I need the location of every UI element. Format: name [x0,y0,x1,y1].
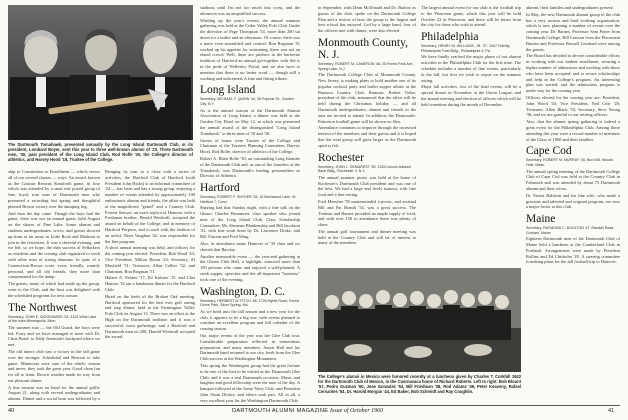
paragraph: As we head into the fall season and a new year for the club, it appears to be a big one, with events planned to continue an excellent program and full calendar of the coming season. [200,308,300,332]
secretary-line: Secretary, ROBERT M. CAMERON '48, 25 Forest Park Ave., Spring Lake, N.J. [318,61,415,71]
magazine-title: DARTMOUTH ALUMNI MAGAZINE [232,408,329,414]
paragraph: The Board has decided to devote considerable efforts in working with our student enrollment, securing a higher number of admissions and working with those who have been accepted, and to secure scholarships and help in the College's program. An interesting plan was started, and the admissions program is under way for the coming year. [526,53,620,94]
tomahawk-photo-caption: The Dartmouth Tomahawk, presented annually by the Long Island Dartmouth Club, or its president, Lombard Boyer, sent this year to three well-known alumni of '23. Three Dartmouth men, '30, past president of the Long Island Club, Rod Rolfe '30, the College's director of athletics, and Harvey Hood '18, Trustee of the College. [8,142,193,163]
paragraph: Bringing its year to a close with a series of activities, the Hartford Club of Hartford (with President John Hicks) is an informal committee of '24 — has been and has a strong group, enjoying a number of events attended by approximately 100 enthusiastic alumni and friends, the affair was held at the magnificent "grand" and a Country Club. Forrest Sawyer, an exact replica of Hanover with a Freshman brother, Harold Weshvall, accepted the award on behalf of the College, and in memory of Hartford Purpose, and to melt with the fashion of an awful, Newt Vaughan '42, was responsible for the fine program. [105,169,195,244]
section-heading-monmouth: Monmouth County, N. J. [318,36,408,61]
section-heading-long-island: Long Island [200,84,256,97]
secretary-line: Secretary, JOHN L. DEMAREST '55, 1325 Lincoln Alliance Bank Bldg., Rochester 4, N.Y. [318,164,412,174]
secretary-line: Secretary, RAYMOND C. BOULTON '47, Randall Road, Gorham, Maine [526,226,615,235]
paragraph: The Dartmouth College Club of Monmouth County, New Jersey, is making plans to hold another one of its popular cocktail party and buffet supper affairs at the Rumson Country Club, Rumson. Robert Oelze, president of the club, announced that the affair will be held during the Christmas holiday — and all Dartmouth undergraduates, alumni and friends in the area are invited to attend. In addition, the Dartmouth-Princeton football game will be shown on film. [318,72,416,124]
paragraph: Also, that the alumni spring gathering is indeed a great event for the Philadelphia Club. Among those attending this year were a record number of members of the Class of 1960 and their families. [526,119,620,142]
paragraph: A fine turnout was on hand for the annual golfer August 21, along with several undergraduates and alumni. Dinner and a social hour was followed by a [8,384,100,402]
paragraph: in September, with Dean McDonald and Dr. Barlow as guests of the club, spoke on the Dartmouth College Plan and a review of how the group is the largest and best school has enjoyed. Led by a large band, four of the officers met with dinner, were also elected. [318,5,416,34]
right-column-1 [318,5,416,263]
paragraph: The annual golf tournament and dinner meeting was held at the Country Club and will be of interest to many of the members. [318,228,416,246]
secretary-line: Secretary, HENRY W. WILLIAMS, JR. '37, 1947 Fidelity-Philadelphia Trust Bldg., Philadelphia 9, Pa. [421,44,511,53]
paragraph: Also, in attendance many Hanover of '39 class and we cherish that Barclay. [200,241,300,252]
mexico-photo-caption: The College's alumni in Mexico were honored recently at a luncheon given by Charles T. Corkhill 1942 for the Dartmouth Club of Mexico, in the Cuernavaca home of Richard Roberts. Left to right: Bob Blount '57, Pedro Guzman '60, Jose Gonzalez '53, Bill Friedman '38, Rod Adams '49, Peter Keaveny, Rafael Cervantes '54, Dr. Harold Morgan '44, Ed Baker, Bob Schmidt and Ray Coughlin. [318,374,521,395]
paragraph: Winding up the year's events, the annual summer gathering was held at the Cedar Valley Polo Club. Under the direction of Page Thompson '54, more than 200 sat down for a buffet and an afternoon. Of course, there was a more even assembled and cooked. Ron Brigman '51 worked up his appetite for swimming, there was not an elated crowd. Well, there are pitchers in the barbecue tradition of Hartford an annual get-together with Sid is in the pride of Wellesley Portal, and we also have to mention that there is no better word — though still a working and unlicensed. A fine and fitting tribute. [200,17,300,81]
paragraph: We have finally reached the major phase of our alumni activities in the Philadelphia Club for the first time. The schedule includes a number of fine events, particularly in the fall, but first we wish to report on the summer outing. [421,54,521,83]
paragraph: The summer was — the Old Guard, the boys were led, Forty and we have managed to meet with Dr. Chris Baird; to Eddy Jeremiah's backyard where we met. [8,324,100,348]
section-heading-northwest: The Northwest [8,301,77,314]
paragraph: Shaving had that Sunday night, with a fine talk on the Gleam. Charles Beaumont, class speaker who joined nine of the Long Island Club. Class Scholarship Committee, Mr. Sherman Blankenship and Bill Jacobson '41, with fine work done by Dr. Lawrence Drake, and Bill Vincent and Fred Wing. [200,205,300,240]
right-column-3 [526,5,620,403]
paragraph: Our major events of the year was the Glee Club tour. Considerable preparation reflected in tremendous preparation, and many members. Anton Hall and his Dartmouth band returned to our city, fresh from the Glee Club success at the Washington Monument. [200,333,300,362]
paragraph: stadium, until I'm not too much into cross, and the afternoon was an unqualified success. [200,5,300,16]
paragraph: A short annual meeting was held, and officers for the coming year elected: President, Bob Wood '43; Vice President, Milton Rosen '24; Secretary, Al Maxfield '51; Treasurer, Allan Collier '52; and Chairman, Ron Brigman '51. [105,245,195,274]
paragraph: Another memorable event — the year-end gathering at the Gleam Club Hall, a highlight, attracted more than 100 persons who came and enjoyed a well-planned. A steak supper, speeches and the all-important "business" took care of the evening. [200,253,300,282]
right-page-number: 41 [608,408,615,414]
paragraph: alumni, their families and undergraduates present. [526,5,614,10]
left-column-1 [8,169,100,403]
section-heading-philadelphia: Philadelphia [421,31,479,44]
paragraph: Officers elected for the coming year are: President, John Wood '43; Vice President, Ned Cole '28; Treasurer, Allen Black '55; Secretary, Stew Young '36; and we are grateful to our retiring officers. [526,94,620,118]
paragraph: Eighteen Dartmouth men of the Dartmouth Club of Maine held a luncheon at the Cumberland Club in Portland. Arrangements were made by President Rollins and Ed Chisholm '28. A steering committee is making plans for the fall football trip to Hanover. [526,236,620,265]
secretary-line: Secretary, JOHN E. WOODWARD '33, 4124 West Lake of the Isles Minneapolis, Minn. [8,314,97,324]
paragraph: This spring the Washington group had the great fortune to be one of the first to be visited as the Dartmouth Glee Club, and it was a real Dartmouth occasion. Music and laughter and good fellowship were the note of the day. A banquet followed at the Army-Navy Club, and President John Sloan Dickey, and others took part. All in all, a very excellent year for the Washington Dartmouth Club. [200,363,300,403]
paragraph: The annual summer picnic was held at the home of Rochester's Dartmouth Club president and was one of the best. We had a large and lively turnout, with fine food and a fine setting. [318,174,416,198]
tomahawk-award-photo [8,5,193,140]
paragraph: Hired on the heels of the Broken Oak meeting, Hartford sponsored for the best ever golf outing and stag dinner, held at the Farmington Valley Polo Club on August 13. There was an effort at the High on the Dartmouth tradition and it was a successful, most gatherings, and a Hartford and Dartmouth men on 200, Harold Weshvall accepted the award. [105,293,195,340]
left-column-2 [105,169,195,403]
paragraph: Major fall activities, two of the final events, will be a special dinner in November at the Union League, and the annual meeting and election of officers which will be held sometime during the month of December. [421,84,521,107]
section-heading-washington: Washington, D. C. [200,285,286,298]
section-heading-rochester: Rochester [318,151,364,164]
secretary-line: Secretary, ROBERT M. MURRAY '35, Box 645, Woods Hole, Mass. [526,158,614,167]
paragraph: In May, the new Dartmouth alumni group of the club has a very serious and hard working organization, which is now planning a number of events over the coming year. Dr. Barnes, Professor Sam Potter from Dartmouth College, Bill Lawson from the Placement Bureau and Professor Russell Lombard were among the guests. [526,11,620,52]
paragraph: The largest annual event for our club is the football trip to the Princeton game, which this year will be held October 22 in Princeton, and there will be buses from the city for those who wish to attend. [421,5,521,28]
paragraph: Hubert A. Palmer '17, Ed Kirkner '15, and Chet Hanson '32 ran a handsome dinner for the Hartford Club. [105,275,195,292]
paragraph: Attendance continues to improve through the increased interest of the members and their guests and it is hoped that the total group will grow larger as the Dartmouth spirit is felt. [318,125,416,148]
section-heading-cape-cod: Cape Cod [526,145,572,158]
section-heading-hartford: Hartford [200,182,240,195]
paragraph: Fred Mencher '50 masterminded a picnic, and assisted Bill and Pat Brandt '54, was a great success. The Trudeau and Barnes provided an ample supply of food, and with over 150 in attendance there was plenty of cheer. [318,198,416,228]
footer-rule [8,405,620,406]
paragraph: Robert A. Rhett Rolfe '30, an outstanding Long Islander of the Dartmouth Club and, as one of the founders of the Tomahawk, was Dartmouth's leading personalities as Director of Athletics. [200,155,300,179]
issue-date: Issue of October 1960 [330,408,384,414]
paragraph: The annual spring meeting of the Dartmouth College Club of Cape Cod was held at the Country Club in Falmouth and was attended by about 75 Dartmouth alumni and their wives. [526,168,620,191]
mexico-luncheon-photo [318,268,521,372]
left-page-number: 40 [8,408,15,414]
paragraph: Dr. Ernest Baldwin and his fine wife, who made a gracious and talented and original program, are now a major factor at this club. [526,192,620,210]
paragraph: The guests, many of which had made up the group, went to the Club, and the host was delighted with the scheduled programs for next season. [8,281,100,298]
left-column-3 [200,5,300,403]
secretary-line: Secretary, HERBERT W. FITCH '48, 1726 Myrtle Road, Forest Grove Park, Silver Spring, Md. [200,298,300,308]
secretary-line: Secretary, ROBERT F. SNYDER '28, 16 Birchwood Lane, W. Hartford 7, Conn. [200,195,297,204]
paragraph: As is the annual custom of the Dartmouth Alumni Association of Long Island, a dinner was held at the Garden City Hotel on May 12, at which was presented the annual award of the distinguished "Long Island Tomahawk" to three men of '18 and '30. [200,107,300,136]
paragraph: ship to Constitution to Enrollment — which serves all of our several classes — ways. An award, known as the Casimir Rexroat Staniforth game, in Jose which was attended by a smal real prized group of fine, loyal, true sons of Dartmouth men who presented a recording last spring and thoughtful pleased Brown victory over the damping fog. [8,169,100,209]
paragraph: The old timers club saw a victory in the fall game over the stronger. Scheduled and Rexroat to take game. Minnesota were sure of the rebels: season and never, they took the great year. Good clean fun for all to learn. Brown weather made its way from our pleasant dinner. [8,348,100,383]
section-heading-maine: Maine [526,213,556,226]
right-column-2 [421,5,521,263]
paragraph: And then the day came. Though the boys had the game, there was not an annual game, held August on the shores of Pine Lake. Some alumni and students undergraduates, wives, and guests showed up from as far away as Little Rock and Madison to join in the festivities. It was a cheerful evening, and we left, so we hope, the elan success of Selkirkers as residents and the coming club organized to work with other men of strong alumnus. In spite of a Connecticut-Brown score, every friendly, warmly personal, and all old friends, they more than compensated for the damp. [8,210,100,280]
paragraph: Guests of honor were Trustee of the College and Chairman of the Trustees Planning Committee, Harvey Hood, Rod Rolfe, director of athletics of the College. [200,137,300,155]
secretary-line: Secretary, MICHAEL F. QUINN '44, 36 Popular St., Garden City, N.Y. [200,97,294,106]
